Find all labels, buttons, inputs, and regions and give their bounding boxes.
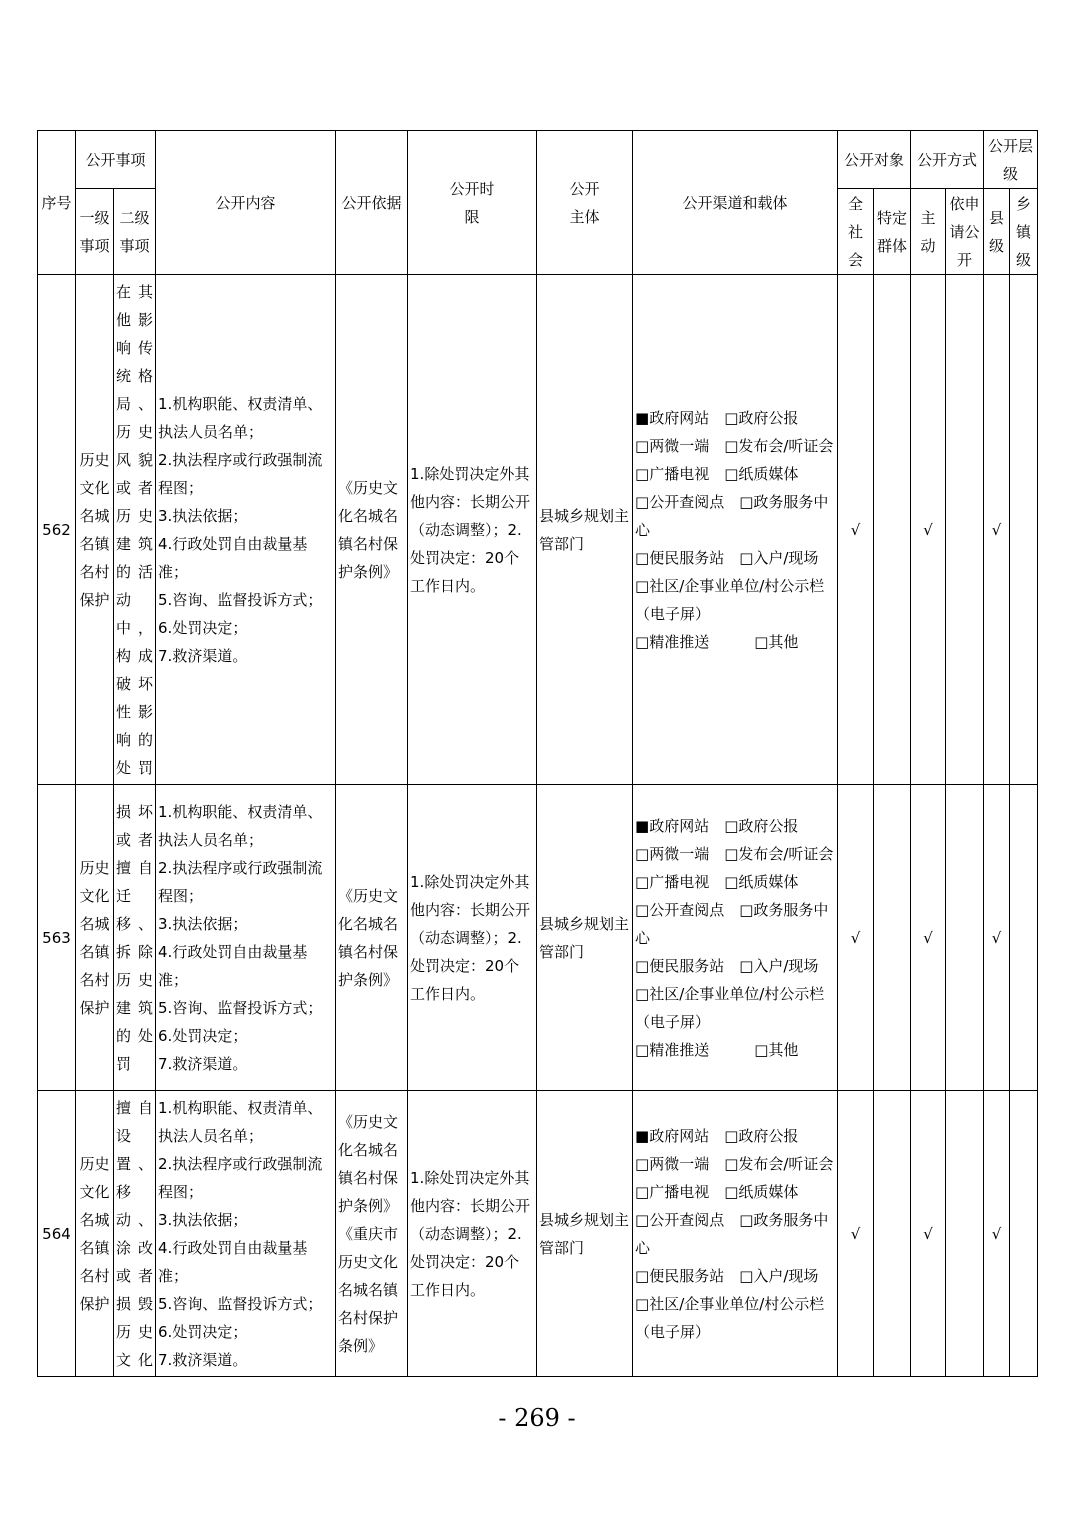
check-all: √ xyxy=(838,785,874,1091)
header-items-group: 公开事项 xyxy=(76,131,156,189)
channel-line: □公开查阅点 □政务服务中心 xyxy=(635,1210,829,1257)
content-line: 2.执法程序或行政强制流程图； xyxy=(158,450,323,497)
row-content xyxy=(156,275,336,785)
header-level-county: 县级 xyxy=(984,189,1010,275)
channel-line: ■政府网站 □政府公报 xyxy=(635,1126,799,1145)
header-seq: 序号 xyxy=(38,131,76,275)
row-content xyxy=(156,1091,336,1377)
channel-line: □两微一端 □发布会/听证会 xyxy=(635,844,834,863)
content-line: 5.咨询、监督投诉方式； xyxy=(158,1294,323,1313)
check-county: √ xyxy=(984,275,1010,785)
channel-line: □两微一端 □发布会/听证会 xyxy=(635,1154,834,1173)
channel-line: □广播电视 □纸质媒体 xyxy=(635,464,799,483)
header-level-town: 乡镇级 xyxy=(1010,189,1038,275)
check-all: √ xyxy=(838,1091,874,1377)
table-row xyxy=(38,785,1038,1091)
content-line: 4.行政处罚自由裁量基准； xyxy=(158,534,308,581)
content-line: 7.救济渠道。 xyxy=(158,646,248,665)
header-subject: 公开主体 xyxy=(537,131,633,275)
header-method-request: 依申请公开 xyxy=(946,189,984,275)
row-subject: 县城乡规划主管部门 xyxy=(537,1091,633,1377)
content-line: 5.咨询、监督投诉方式； xyxy=(158,590,323,609)
channel-line: □社区/企事业单位/村公示栏（电子屏） xyxy=(635,576,825,623)
content-line: 3.执法依据； xyxy=(158,914,248,933)
row-level1: 历史文化名城名镇名村保护 xyxy=(76,785,114,1091)
content-line: 7.救济渠道。 xyxy=(158,1350,248,1369)
check-county: √ xyxy=(984,1091,1010,1377)
channel-line: □精准推送 □其他 xyxy=(635,632,799,651)
header-level-group: 公开层级 xyxy=(984,131,1038,189)
row-channels xyxy=(633,275,838,785)
content-line: 6.处罚决定； xyxy=(158,1322,248,1341)
row-seq: 564 xyxy=(38,1091,76,1377)
check-request xyxy=(946,785,984,1091)
content-line: 1.机构职能、权责清单、执法人员名单； xyxy=(158,802,323,849)
row-channels xyxy=(633,1091,838,1377)
content-line: 4.行政处罚自由裁量基准； xyxy=(158,942,308,989)
content-line: 2.执法程序或行政强制流程图； xyxy=(158,858,323,905)
channel-line: □广播电视 □纸质媒体 xyxy=(635,1182,799,1201)
channel-line: □两微一端 □发布会/听证会 xyxy=(635,436,834,455)
check-town xyxy=(1010,275,1038,785)
header-target-specific: 特定群体 xyxy=(874,189,911,275)
channel-line: □便民服务站 □入户/现场 xyxy=(635,956,819,975)
header-content: 公开内容 xyxy=(156,131,336,275)
header-level1: 一级事项 xyxy=(76,189,114,275)
content-line: 7.救济渠道。 xyxy=(158,1054,248,1073)
channel-line: □精准推送 □其他 xyxy=(635,1040,799,1059)
row-basis: 《历史文化名城名镇名村保护条例》 xyxy=(336,785,408,1091)
content-line: 1.机构职能、权责清单、执法人员名单； xyxy=(158,1098,323,1145)
header-basis: 公开依据 xyxy=(336,131,408,275)
table-row xyxy=(38,1091,1038,1377)
check-specific xyxy=(874,785,911,1091)
channel-line: □广播电视 □纸质媒体 xyxy=(635,872,799,891)
check-specific xyxy=(874,1091,911,1377)
channel-line: ■政府网站 □政府公报 xyxy=(635,816,799,835)
row-basis: 《历史文化名城名镇名村保护条例》《重庆市历史文化名城名镇名村保护条例》 xyxy=(336,1091,408,1377)
content-line: 2.执法程序或行政强制流程图； xyxy=(158,1154,323,1201)
row-level1: 历史文化名城名镇名村保护 xyxy=(76,275,114,785)
header-channel: 公开渠道和载体 xyxy=(633,131,838,275)
header-target-group: 公开对象 xyxy=(838,131,911,189)
check-all: √ xyxy=(838,275,874,785)
disclosure-table xyxy=(37,130,1038,1377)
check-active: √ xyxy=(911,785,946,1091)
row-seq: 562 xyxy=(38,275,76,785)
check-active: √ xyxy=(911,1091,946,1377)
check-request xyxy=(946,1091,984,1377)
check-county: √ xyxy=(984,785,1010,1091)
content-line: 6.处罚决定； xyxy=(158,1026,248,1045)
row-seq: 563 xyxy=(38,785,76,1091)
channel-line: □社区/企事业单位/村公示栏（电子屏） xyxy=(635,1294,825,1341)
content-line: 6.处罚决定； xyxy=(158,618,248,637)
check-town xyxy=(1010,1091,1038,1377)
check-town xyxy=(1010,785,1038,1091)
channel-line: □公开查阅点 □政务服务中心 xyxy=(635,492,829,539)
header-level2: 二级事项 xyxy=(114,189,156,275)
row-channels xyxy=(633,785,838,1091)
row-limit: 1.除处罚决定外其他内容：长期公开（动态调整）；2.处罚决定：20个工作日内。 xyxy=(408,275,537,785)
channel-line: ■政府网站 □政府公报 xyxy=(635,408,799,427)
header-method-group: 公开方式 xyxy=(911,131,984,189)
channel-line: □社区/企事业单位/村公示栏（电子屏） xyxy=(635,984,825,1031)
content-line: 3.执法依据； xyxy=(158,1210,248,1229)
row-limit: 1.除处罚决定外其他内容：长期公开（动态调整）；2.处罚决定：20个工作日内。 xyxy=(408,1091,537,1377)
content-line: 3.执法依据； xyxy=(158,506,248,525)
check-request xyxy=(946,275,984,785)
check-specific xyxy=(874,275,911,785)
row-level1: 历史文化名城名镇名村保护 xyxy=(76,1091,114,1377)
row-level2: 在其他影响传统格局、历史风貌或者历史建筑的活动中，构成破坏性影响的处罚 xyxy=(114,275,156,785)
content-line: 1.机构职能、权责清单、执法人员名单； xyxy=(158,394,323,441)
channel-line: □公开查阅点 □政务服务中心 xyxy=(635,900,829,947)
row-limit: 1.除处罚决定外其他内容：长期公开（动态调整）；2.处罚决定：20个工作日内。 xyxy=(408,785,537,1091)
row-basis: 《历史文化名城名镇名村保护条例》 xyxy=(336,275,408,785)
table-row xyxy=(38,275,1038,785)
page-number: - 269 - xyxy=(498,1404,576,1432)
header-limit: 公开时限 xyxy=(408,131,537,275)
channel-line: □便民服务站 □入户/现场 xyxy=(635,548,819,567)
row-subject: 县城乡规划主管部门 xyxy=(537,785,633,1091)
header-method-active: 主动 xyxy=(911,189,946,275)
check-active: √ xyxy=(911,275,946,785)
header-row-1 xyxy=(38,131,1038,189)
content-line: 5.咨询、监督投诉方式； xyxy=(158,998,323,1017)
row-level2: 擅自设置、移动、涂改或者损毁历史文化 xyxy=(114,1091,156,1377)
content-line: 4.行政处罚自由裁量基准； xyxy=(158,1238,308,1285)
row-subject: 县城乡规划主管部门 xyxy=(537,275,633,785)
channel-line: □便民服务站 □入户/现场 xyxy=(635,1266,819,1285)
row-content xyxy=(156,785,336,1091)
header-target-all: 全社会 xyxy=(838,189,874,275)
row-level2: 损坏或者擅自迁移、拆除历史建筑的处罚 xyxy=(114,785,156,1091)
